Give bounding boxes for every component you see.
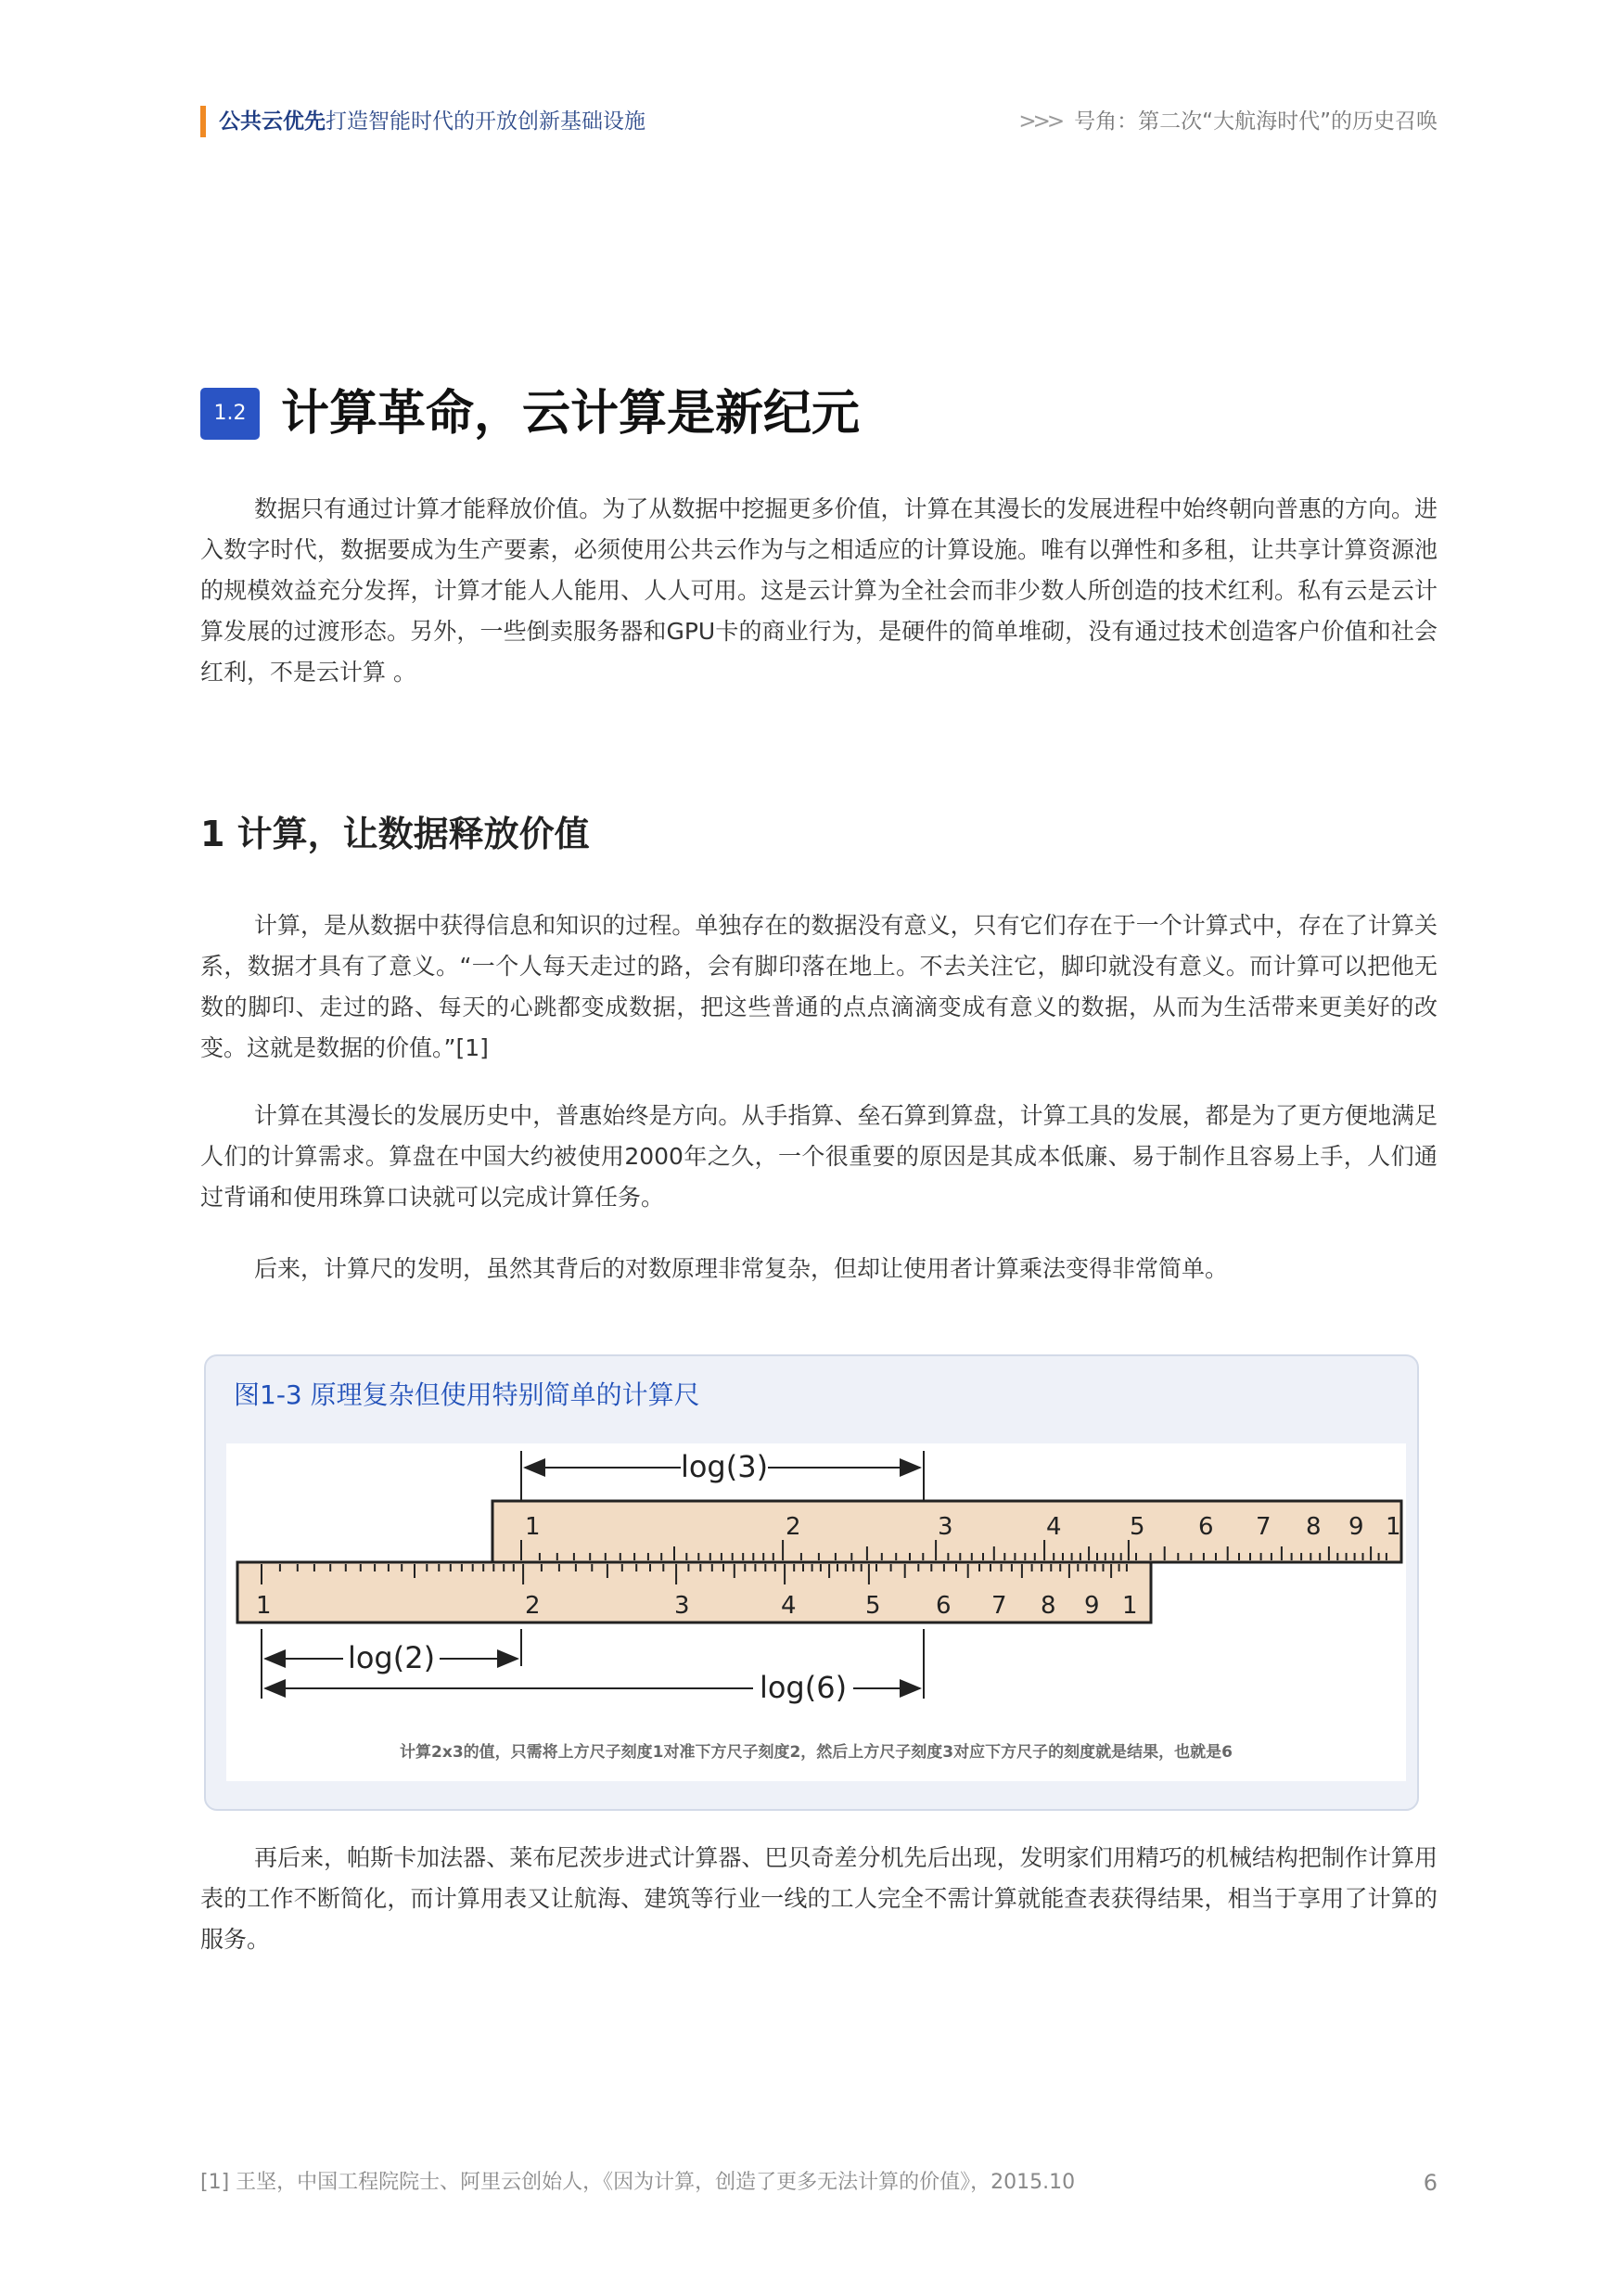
upper-label-2: 2 — [786, 1513, 801, 1541]
lower-label-3: 3 — [674, 1592, 690, 1620]
upper-label-6: 6 — [1198, 1513, 1214, 1541]
label-log2: log(2) — [347, 1640, 436, 1675]
body-paragraph-3: 后来，计算尺的发明，虽然其背后的对数原理非常复杂，但却让使用者计算乘法变得非常简单。 — [254, 1255, 1229, 1282]
page-header — [200, 105, 1438, 138]
lower-label-5: 5 — [865, 1592, 881, 1620]
lower-label-7: 7 — [991, 1592, 1007, 1620]
upper-label-1: 1 — [525, 1513, 541, 1541]
header-title — [219, 105, 645, 138]
upper-label-8: 8 — [1306, 1513, 1322, 1541]
lower-label-4: 4 — [781, 1592, 797, 1620]
section-number-badge: 1.2 — [200, 388, 260, 440]
slide-rule-svg — [226, 1443, 1406, 1781]
lower-label-1: 1 — [256, 1592, 272, 1620]
page-number: 6 — [1423, 2170, 1438, 2196]
header-chapter-text: 号角：第二次“大航海时代”的历史召唤 — [1074, 109, 1438, 134]
footnote: [1] 王坚，中国工程院院士、阿里云创始人，《因为计算，创造了更多无法计算的价值》，2015.10 — [200, 2171, 1076, 2194]
subsection-title: 1 计算，让数据释放价值 — [200, 814, 590, 854]
upper-label-10: 1 — [1386, 1513, 1401, 1541]
upper-label-5: 5 — [1130, 1513, 1145, 1541]
figure-caption: 图1-3 原理复杂但使用特别简单的计算尺 — [234, 1379, 700, 1410]
header-title-bold: 公共云优先 — [219, 109, 326, 134]
slide-rule-illustration — [226, 1443, 1406, 1781]
lower-label-6: 6 — [936, 1592, 952, 1620]
lower-label-8: 8 — [1041, 1592, 1056, 1620]
upper-label-7: 7 — [1256, 1513, 1272, 1541]
body-paragraph-2: 计算在其漫长的发展历史中，普惠始终是方向。从手指算、垒石算到算盘，计算工具的发展，都是为了更方便地满足人们的计算需求。算盘在中国大约被使用2000年之久，一个很重要的原因是其成本低廉、易于制作且容易上手，人们通过背诵和使用珠算口诀就可以完成计算任务。 — [200, 1102, 1438, 1211]
upper-label-3: 3 — [938, 1513, 953, 1541]
figure-note: 计算2x3的值，只需将上方尺子刻度1对准下方尺子刻度2，然后上方尺子刻度3对应下方尺子的刻度就是结果，也就是6 — [400, 1743, 1233, 1762]
section-title: 计算革命，云计算是新纪元 — [281, 386, 861, 442]
label-log6: log(6) — [759, 1670, 848, 1705]
closing-paragraph: 再后来，帕斯卡加法器、莱布尼茨步进式计算器、巴贝奇差分机先后出现，发明家们用精巧的机械结构把制作计算用表的工作不断简化，而计算用表又让航海、建筑等行业一线的工人完全不需计算就能查表获得结果，相当于享用了计算的服务。 — [200, 1844, 1438, 1953]
lower-label-2: 2 — [525, 1592, 541, 1620]
upper-label-9: 9 — [1348, 1513, 1364, 1541]
double-chevron-right-icon: >>> — [1018, 109, 1062, 134]
label-log3: log(3) — [680, 1449, 769, 1484]
header-chapter — [1018, 105, 1438, 138]
body-paragraph-1: 计算，是从数据中获得信息和知识的过程。单独存在的数据没有意义，只有它们存在于一个计算式中，存在了计算关系，数据才具有了意义。“一个人每天走过的路，会有脚印落在地上。不去关注它，脚印就没有意义。而计算可以把他无数的脚印、走过的路、每天的心跳都变成数据，把这些普通的点点滴滴变成有意义的数据，从而为生活带来更美好的改变。这就是数据的价值。”[1] — [200, 912, 1438, 1061]
intro-paragraph: 数据只有通过计算才能释放价值。为了从数据中挖掘更多价值，计算在其漫长的发展进程中始终朝向普惠的方向。进入数字时代，数据要成为生产要素，必须使用公共云作为与之相适应的计算设施。唯有以弹性和多租，让共享计算资源池的规模效益充分发挥，计算才能人人能用、人人可用。这是云计算为全社会而非少数人所创造的技术红利。私有云是云计算发展的过渡形态。另外，一些倒卖服务器和GPU卡的商业行为，是硬件的简单堆砌，没有通过技术创造客户价值和社会红利，不是云计算 。 — [200, 495, 1438, 686]
header-title-rest: 打造智能时代的开放创新基础设施 — [326, 109, 645, 134]
lower-label-9: 9 — [1084, 1592, 1100, 1620]
header-accent-bar — [200, 106, 206, 137]
upper-label-4: 4 — [1046, 1513, 1062, 1541]
lower-label-10: 1 — [1122, 1592, 1138, 1620]
